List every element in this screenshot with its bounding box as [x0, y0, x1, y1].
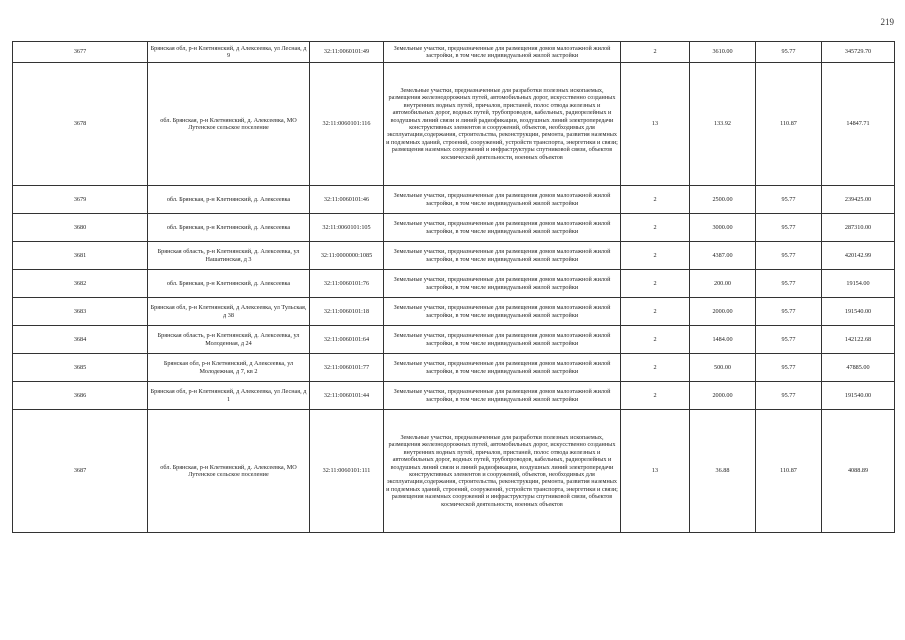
row-land-use-description: Земельные участки, предназначенные для разработки полезных ископаемых, размещения железнодорожных путей, автомобильных дорог, искусственно созданных внутренних водных путей, причалов, пристаней, полос отвода железных и автомобильных дорог, водных путей, трубопроводов, кабельных, радиорелейных и воздушных линий связи и линий радиофикации, воздушных линий электропередачи конструктивных элементов и сооружений, объектов, необходимых для эксплуатации,содержания, строительства, реконструкции, ремонта, развития наземных и подземных зданий, строений, сооружений, устройств транспорта, энергетики и связи; размещения наземных сооружений и инфраструктуры спутниковой связи, объектов космической деятельности, военных объектов — [384, 63, 621, 186]
table-row — [13, 214, 895, 242]
row-land-use-description: Земельные участки, предназначенные для размещения домов малоэтажной жилой застройки, в том числе индивидуальной жилой застройки — [384, 382, 621, 410]
row-rate: 95.77 — [756, 186, 822, 214]
row-land-use-description: Земельные участки, предназначенные для разработки полезных ископаемых, размещения железнодорожных путей, автомобильных дорог, искусственно созданных внутренних водных путей, причалов, пристаней, полос отвода железных и автомобильных дорог, водных путей, трубопроводов, кабельных, радиорелейных и воздушных линий связи и линий радиофикации, воздушных линий электропередачи конструктивных элементов и сооружений, объектов, необходимых для эксплуатации,содержания, строительства, реконструкции, ремонта, развития наземных и подземных зданий, строений, сооружений, устройств транспорта, энергетики и связи; размещения наземных сооружений и инфраструктуры спутниковой связи, объектов космической деятельности, военных объектов — [384, 410, 621, 533]
row-area: 2000.00 — [690, 382, 756, 410]
row-area: 2500.00 — [690, 186, 756, 214]
row-cadastral-value: 47885.00 — [822, 354, 895, 382]
row-cadastral-number: 32:11:0000000:1085 — [310, 242, 384, 270]
row-area: 200.00 — [690, 270, 756, 298]
row-group-code: 13 — [621, 410, 690, 533]
row-area: 3610.00 — [690, 42, 756, 63]
row-area: 133.92 — [690, 63, 756, 186]
row-id: 3686 — [13, 382, 148, 410]
row-cadastral-value: 345729.70 — [822, 42, 895, 63]
row-rate: 95.77 — [756, 214, 822, 242]
row-area: 4387.00 — [690, 242, 756, 270]
row-address: обл. Брянская, р-н Клетнянский, д. Алексеевка, МО Лутенское сельское поселение — [148, 63, 310, 186]
row-address: обл. Брянская, р-н Клетнянский, д. Алексеевка, МО Лутенское сельское поселение — [148, 410, 310, 533]
row-land-use-description: Земельные участки, предназначенные для размещения домов малоэтажной жилой застройки, в том числе индивидуальной жилой застройки — [384, 298, 621, 326]
row-address: Брянская обл, р-н Клетнянский, д Алексеевка, ул Тульская, д 38 — [148, 298, 310, 326]
row-id: 3678 — [13, 63, 148, 186]
row-id: 3677 — [13, 42, 148, 63]
row-rate: 110.87 — [756, 63, 822, 186]
row-group-code: 2 — [621, 326, 690, 354]
row-area: 3000.00 — [690, 214, 756, 242]
row-cadastral-value: 19154.00 — [822, 270, 895, 298]
row-cadastral-number: 32:11:0060101:64 — [310, 326, 384, 354]
row-rate: 95.77 — [756, 382, 822, 410]
row-group-code: 2 — [621, 242, 690, 270]
row-address: Брянская обл, р-н Клетнянский, д Алексеевка, ул Молодежная, д 7, кв 2 — [148, 354, 310, 382]
row-address: обл. Брянская, р-н Клетнянский, д. Алексеевка — [148, 186, 310, 214]
row-cadastral-value: 14847.71 — [822, 63, 895, 186]
row-address: Брянская обл, р-н Клетнянский, д Алексеевка, ул Лесная, д 9 — [148, 42, 310, 63]
row-address: Брянская область, р-н Клетнянский, д. Алексеевка, ул Молоденная, д 24 — [148, 326, 310, 354]
row-id: 3687 — [13, 410, 148, 533]
row-group-code: 2 — [621, 298, 690, 326]
row-cadastral-number: 32:11:0060101:49 — [310, 42, 384, 63]
table-row — [13, 186, 895, 214]
row-id: 3679 — [13, 186, 148, 214]
row-cadastral-number: 32:11:0060101:18 — [310, 298, 384, 326]
row-group-code: 2 — [621, 42, 690, 63]
row-cadastral-number: 32:11:0060101:111 — [310, 410, 384, 533]
row-cadastral-value: 287310.00 — [822, 214, 895, 242]
row-cadastral-value: 239425.00 — [822, 186, 895, 214]
row-land-use-description: Земельные участки, предназначенные для размещения домов малоэтажной жилой застройки, в том числе индивидуальной жилой застройки — [384, 214, 621, 242]
row-address: Брянская область, р-н Клетнянский, д. Алексеевка, ул Нашатинская, д 3 — [148, 242, 310, 270]
row-cadastral-number: 32:11:0060101:116 — [310, 63, 384, 186]
row-rate: 95.77 — [756, 298, 822, 326]
table-row — [13, 270, 895, 298]
row-cadastral-number: 32:11:0060101:76 — [310, 270, 384, 298]
row-area: 36.88 — [690, 410, 756, 533]
row-group-code: 13 — [621, 63, 690, 186]
row-rate: 95.77 — [756, 42, 822, 63]
row-address: Брянская обл, р-н Клетнянский, д Алексеевка, ул Лесная, д 1 — [148, 382, 310, 410]
row-land-use-description: Земельные участки, предназначенные для размещения домов малоэтажной жилой застройки, в том числе индивидуальной жилой застройки — [384, 326, 621, 354]
row-rate: 95.77 — [756, 354, 822, 382]
row-id: 3680 — [13, 214, 148, 242]
table-row — [13, 326, 895, 354]
table-row — [13, 354, 895, 382]
row-rate: 95.77 — [756, 270, 822, 298]
table-row — [13, 63, 895, 186]
row-cadastral-value: 420142.99 — [822, 242, 895, 270]
row-id: 3681 — [13, 242, 148, 270]
row-cadastral-number: 32:11:0060101:46 — [310, 186, 384, 214]
table-row — [13, 298, 895, 326]
row-cadastral-value: 142122.68 — [822, 326, 895, 354]
row-area: 500.00 — [690, 354, 756, 382]
row-area: 1484.00 — [690, 326, 756, 354]
row-cadastral-number: 32:11:0060101:44 — [310, 382, 384, 410]
table-row — [13, 410, 895, 533]
row-id: 3685 — [13, 354, 148, 382]
row-rate: 110.87 — [756, 410, 822, 533]
row-rate: 95.77 — [756, 326, 822, 354]
row-address: обл. Брянская, р-н Клетнянский, д. Алексеевка — [148, 270, 310, 298]
table-row — [13, 382, 895, 410]
page-number: 219 — [880, 17, 894, 27]
row-group-code: 2 — [621, 270, 690, 298]
table-row — [13, 42, 895, 63]
row-group-code: 2 — [621, 186, 690, 214]
land-parcels-table — [12, 41, 895, 533]
row-area: 2000.00 — [690, 298, 756, 326]
row-land-use-description: Земельные участки, предназначенные для размещения домов малоэтажной жилой застройки, в том числе индивидуальной жилой застройки — [384, 270, 621, 298]
row-cadastral-value: 191540.00 — [822, 382, 895, 410]
row-id: 3682 — [13, 270, 148, 298]
row-id: 3683 — [13, 298, 148, 326]
row-group-code: 2 — [621, 382, 690, 410]
row-group-code: 2 — [621, 214, 690, 242]
row-group-code: 2 — [621, 354, 690, 382]
row-land-use-description: Земельные участки, предназначенные для размещения домов малоэтажной жилой застройки, в том числе индивидуальной жилой застройки — [384, 242, 621, 270]
row-address: обл. Брянская, р-н Клетнянский, д. Алексеевка — [148, 214, 310, 242]
row-id: 3684 — [13, 326, 148, 354]
row-cadastral-value: 191540.00 — [822, 298, 895, 326]
row-rate: 95.77 — [756, 242, 822, 270]
table-row — [13, 242, 895, 270]
row-land-use-description: Земельные участки, предназначенные для размещения домов малоэтажной жилой застройки, в том числе индивидуальной жилой застройки — [384, 354, 621, 382]
row-cadastral-value: 4088.89 — [822, 410, 895, 533]
row-cadastral-number: 32:11:0060101:77 — [310, 354, 384, 382]
row-land-use-description: Земельные участки, предназначенные для размещения домов малоэтажной жилой застройки, в том числе индивидуальной жилой застройки — [384, 42, 621, 63]
row-land-use-description: Земельные участки, предназначенные для размещения домов малоэтажной жилой застройки, в том числе индивидуальной жилой застройки — [384, 186, 621, 214]
row-cadastral-number: 32:11:0060101:105 — [310, 214, 384, 242]
